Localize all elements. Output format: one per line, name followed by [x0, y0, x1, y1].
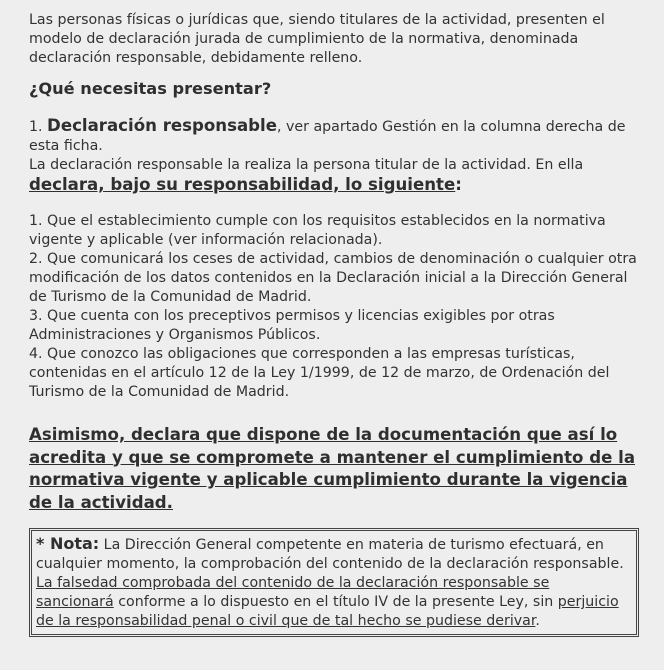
declares-colon: : — [455, 175, 462, 194]
item-rest: , ver apartado Gestión en la columna derecha de esta ficha. — [29, 119, 626, 154]
note-text-2: conforme a lo dispuesto en el título IV de la presente Ley, sin — [113, 594, 558, 610]
note-underlined-2: perjuicio de la responsabilidad penal o civil que de tal hecho se pudiese derivar — [36, 594, 619, 629]
declaration-item: 4. Que conozco las obligaciones que corresponden a las empresas turísticas, contenidas en el artículo 12 de la Ley 1/1999, de 12 de marzo, de Ordenación del Turismo de la Comunidad de Madrid. — [29, 346, 610, 400]
declaration-item: 3. Que cuenta con los preceptivos permisos y licencias exigibles por otras Administraciones y Organismos Públicos. — [29, 308, 555, 343]
note-underlined-1: La falsedad comprobada del contenido de la declaración responsable se sancionará — [36, 575, 550, 610]
note-text — [36, 534, 631, 631]
declares-underlined: declara, bajo su responsabilidad, lo siguiente — [29, 175, 456, 194]
intro-paragraph: Las personas físicas o jurídicas que, siendo titulares de la actividad, presenten el modelo de declaración jurada de cumplimiento de la normativa, denominada declaración responsable, debidamente relleno. — [29, 12, 605, 66]
note-label: * Nota: — [36, 534, 100, 553]
declaration-item: 1. Que el establecimiento cumple con los requisitos establecidos en la normativa vigente y aplicable (ver información relacionada). — [29, 213, 606, 248]
declarations-list — [29, 212, 644, 402]
item-title: Declaración responsable — [47, 116, 277, 135]
note-box — [29, 528, 639, 637]
also-declares-paragraph: Asimismo, declara que dispone de la documentación que así lo acredita y que se compromete a mantener el cumplimiento de la normativa vigente y aplicable cumplimiento durante la vigencia de la actividad. — [29, 425, 636, 512]
item-number: 1. — [29, 119, 48, 135]
declares-heading — [29, 175, 644, 194]
note-text-1: La Dirección General competente en materia de turismo efectuará, en cualquier momento, la comprobación del contenido de la declaración responsable. — [36, 537, 624, 572]
requirement-item-1-line — [29, 116, 644, 156]
section-heading: ¿Qué necesitas presentar? — [29, 79, 272, 98]
declaration-item: 2. Que comunicará los ceses de actividad, cambios de denominación o cualquier otra modificación de los datos contenidos en la Declaración inicial a la Dirección General de Turismo de la Comunidad de Madrid. — [29, 251, 637, 305]
responsible-text: La declaración responsable la realiza la persona titular de la actividad. En ella — [29, 157, 584, 173]
requirement-item-1 — [29, 116, 644, 194]
note-end: . — [535, 613, 540, 629]
